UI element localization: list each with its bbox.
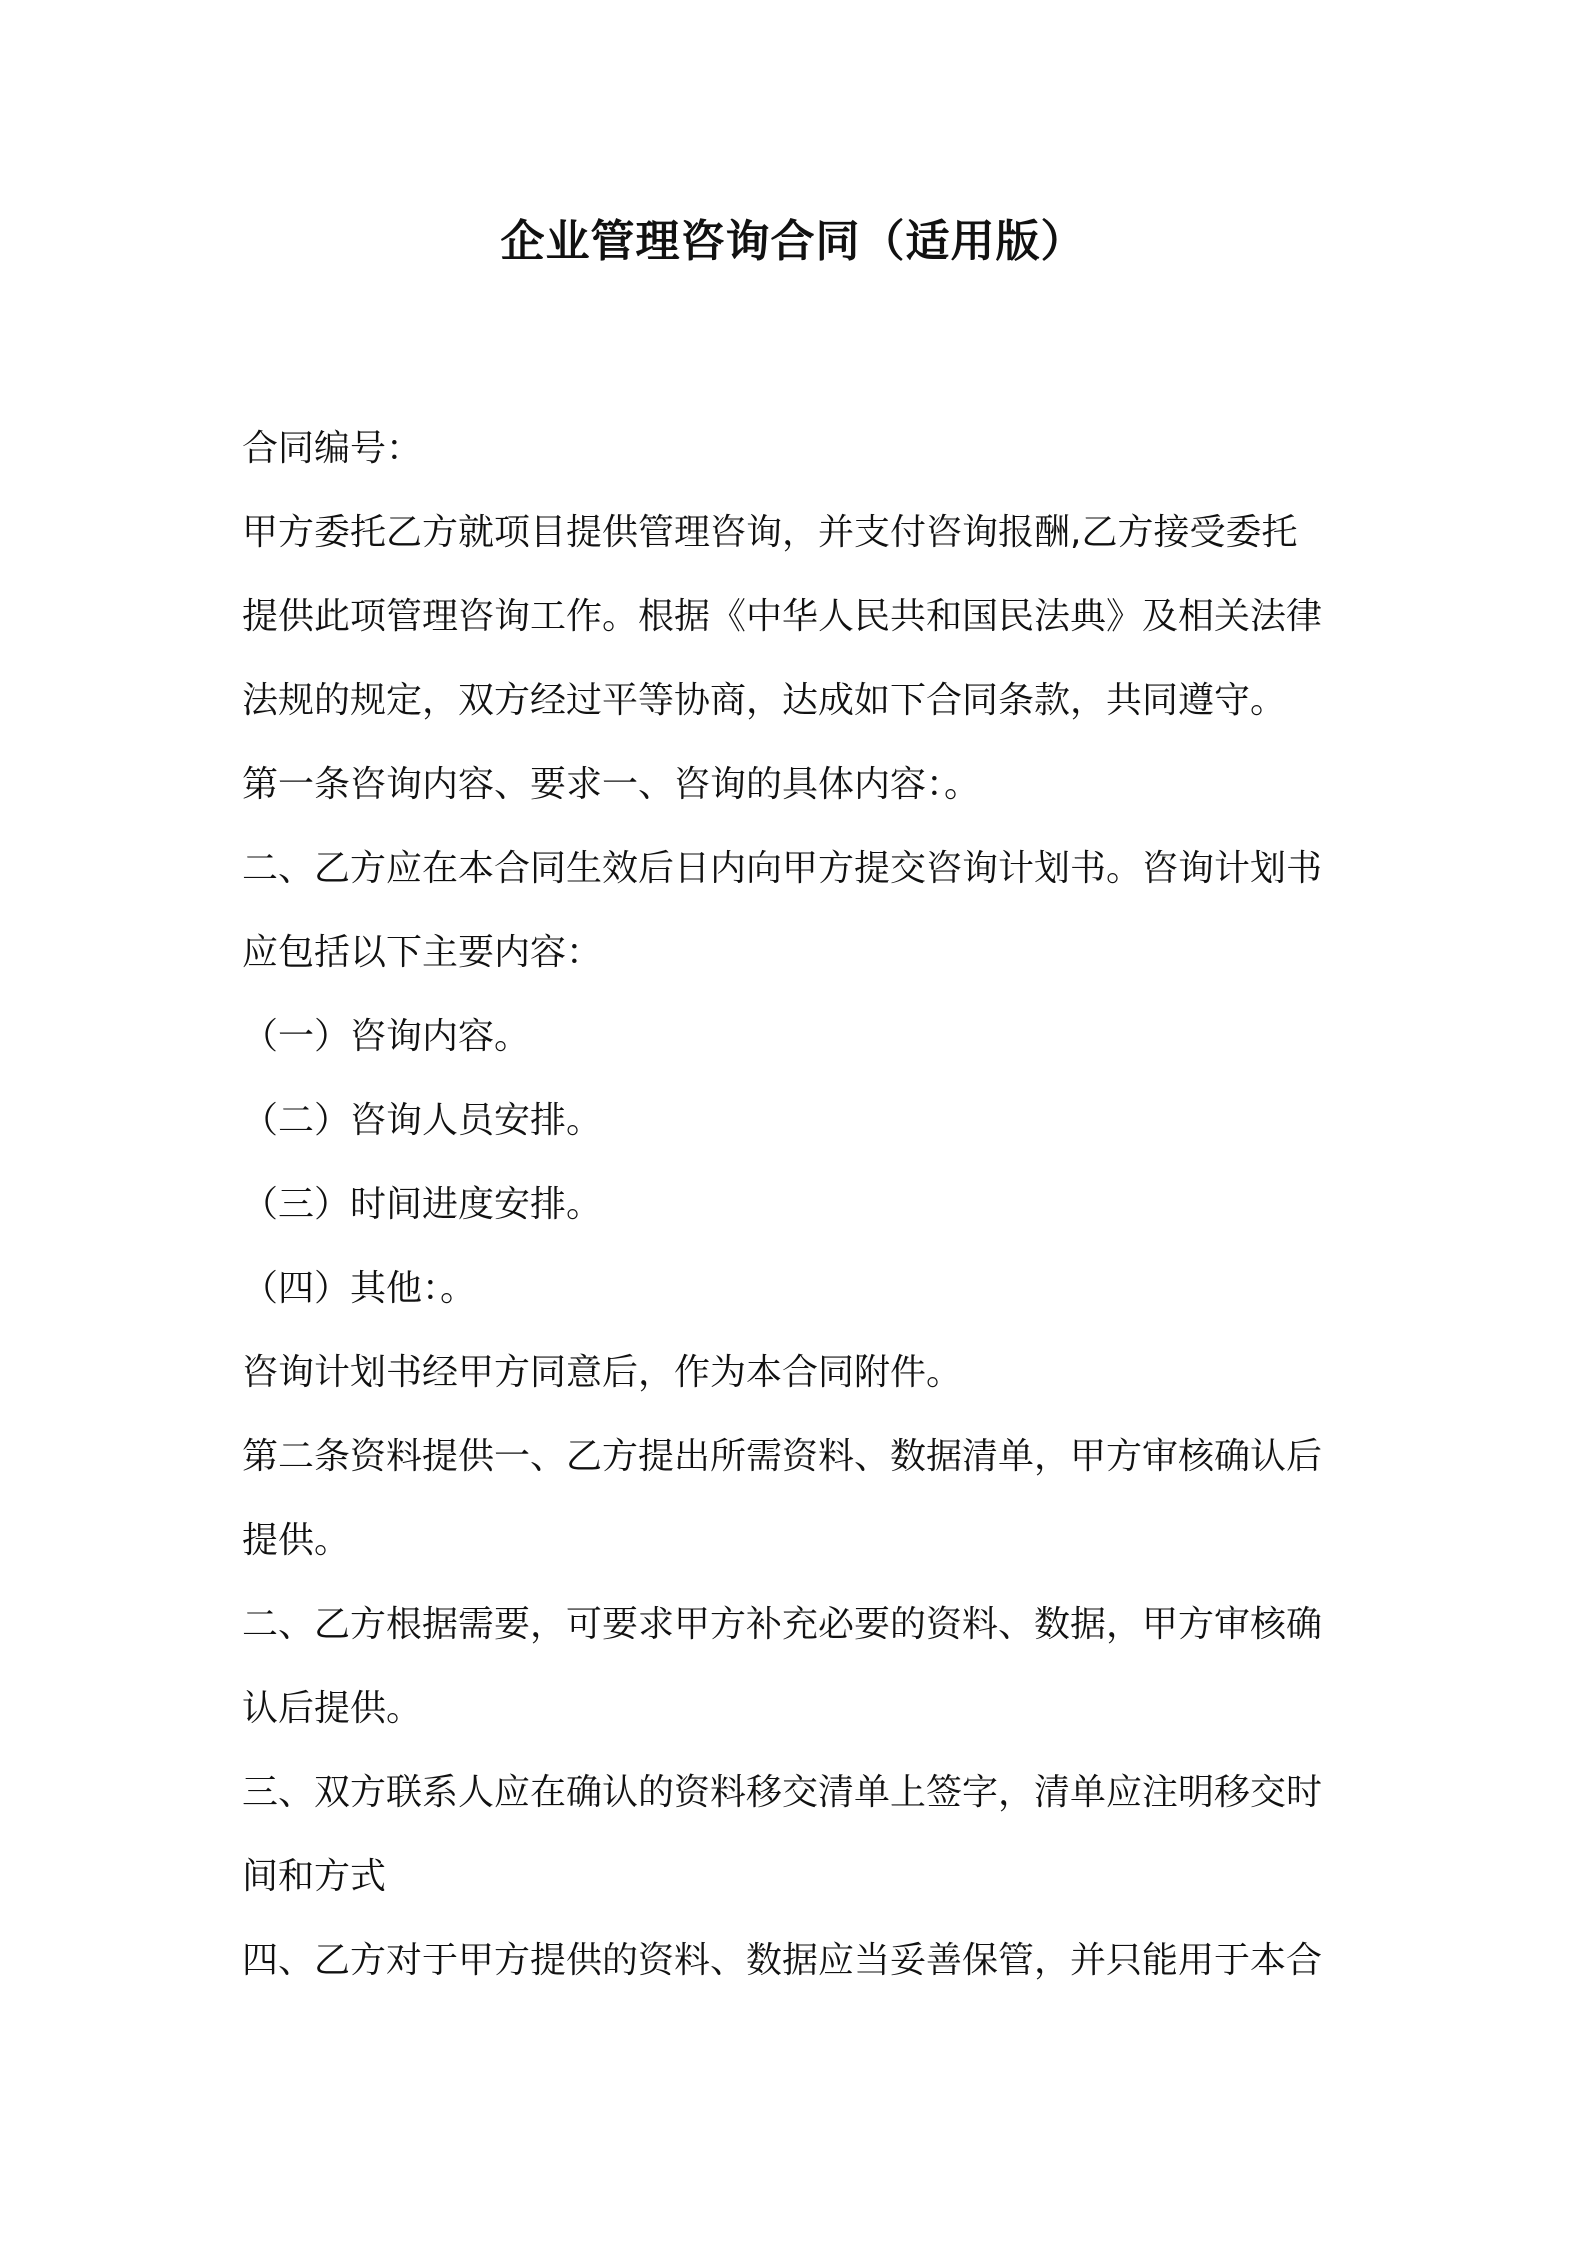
list-item: （三）时间进度安排。 (242, 1184, 603, 1225)
article-two-heading: 第二条资料提供一、乙方提出所需资料、数据清单，甲方审核确认后 (242, 1436, 1323, 1477)
list-item: （二）咨询人员安排。 (242, 1100, 603, 1141)
list-item: （一）咨询内容。 (242, 1016, 531, 1057)
paragraph-line: 应包括以下主要内容： (242, 932, 603, 973)
paragraph-line: 二、乙方应在本合同生效后日内向甲方提交咨询计划书。咨询计划书 (242, 848, 1323, 889)
paragraph-line: 法规的规定，双方经过平等协商，达成如下合同条款，共同遵守。 (242, 680, 1287, 721)
paragraph-line: 二、乙方根据需要，可要求甲方补充必要的资料、数据，甲方审核确 (242, 1604, 1323, 1645)
paragraph-line: 认后提供。 (242, 1688, 423, 1729)
article-one-heading: 第一条咨询内容、要求一、咨询的具体内容：。 (242, 764, 981, 805)
document-title: 企业管理咨询合同（适用版） (500, 216, 1086, 267)
list-item: （四）其他：。 (242, 1268, 477, 1309)
paragraph-line: 四、乙方对于甲方提供的资料、数据应当妥善保管，并只能用于本合 (242, 1940, 1323, 1981)
paragraph-line: 间和方式 (242, 1856, 387, 1897)
paragraph-line: 提供。 (242, 1520, 351, 1561)
contract-number-line: 合同编号： (242, 428, 423, 469)
document-body (242, 407, 1352, 2003)
paragraph-line: 咨询计划书经甲方同意后，作为本合同附件。 (242, 1352, 963, 1393)
paragraph-line: 提供此项管理咨询工作。根据《中华人民共和国民法典》及相关法律 (242, 596, 1323, 637)
paragraph-line: 三、双方联系人应在确认的资料移交清单上签字，清单应注明移交时 (242, 1772, 1323, 1813)
paragraph-line: 甲方委托乙方就项目提供管理咨询，并支付咨询报酬,乙方接受委托 (242, 512, 1298, 553)
